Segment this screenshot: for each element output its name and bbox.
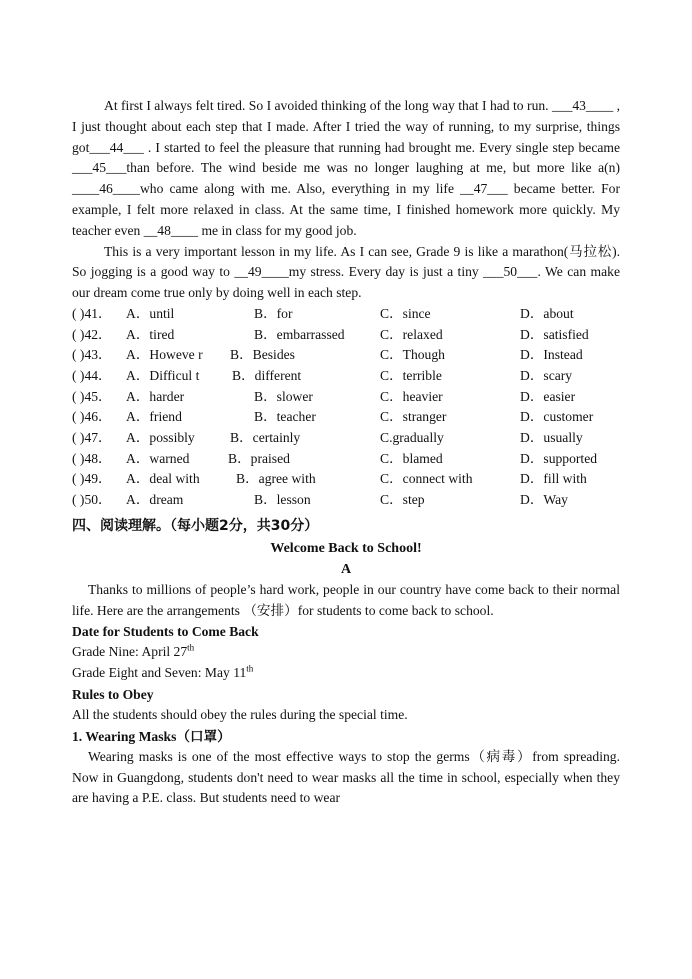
question-number: ( )50． [72, 492, 112, 508]
option-row-42 [72, 325, 620, 346]
option-c: C．terrible [380, 368, 442, 384]
option-a: A．harder [126, 388, 185, 404]
option-b: B．slower [254, 388, 313, 404]
passage-paragraph-1: At first I always felt tired. So I avoided thinking of the long way that I had to run. ___43____ , I just thought about each step that I made. After I tried the way of running, to my surprise, things got___44___ . I started to feel the pleasure that running had brought me. Every single step became ___45___than before. The wind beside me was no longer laughing at me, but more like a(n) ____46____who came along with me. Also, everything in my life __47___ became better. For example, I felt more relaxed in class. At the same time, I finished homework more quickly. My teacher even __48____ me in class for my good job. [72, 98, 620, 238]
question-number: ( )42． [72, 326, 112, 342]
option-b: B．teacher [254, 409, 316, 425]
masks-heading: 1. Wearing Masks（口罩） [72, 728, 231, 744]
option-row-47 [72, 428, 620, 449]
option-d: D．usually [520, 430, 583, 446]
option-row-48 [72, 449, 620, 470]
question-number: ( )41． [72, 305, 112, 321]
option-a: A．Howeve r [126, 347, 203, 363]
passage-paragraph-2: This is a very important lesson in my life. As I can see, Grade 9 is like a marathon(马拉松). So jogging is a good way to __49____my stress. Every day is just a tiny ___50___. We can make our dream come true only by doing well in each step. [72, 243, 620, 301]
option-c: C．since [380, 305, 431, 321]
question-number: ( )49． [72, 471, 112, 487]
option-b: B．agree with [236, 471, 316, 487]
option-c: C．stranger [380, 409, 447, 425]
option-d: D．customer [520, 409, 594, 425]
option-d: D．scary [520, 368, 573, 384]
option-row-41 [72, 304, 620, 325]
question-number: ( )46． [72, 409, 112, 425]
grade-eight-seven-date: Grade Eight and Seven: May 11th [72, 663, 254, 681]
document-page [72, 96, 620, 809]
option-a: A．Difficul t [126, 368, 200, 384]
option-c: C．connect with [380, 471, 473, 487]
option-c: C．blamed [380, 450, 443, 466]
option-b: B．praised [228, 450, 290, 466]
article-subtitle: A [340, 561, 352, 577]
option-c: C．Though [380, 347, 445, 363]
question-number: ( )48． [72, 450, 112, 466]
option-a: A．dream [126, 492, 184, 508]
option-b: B．Besides [230, 347, 295, 363]
option-d: D．Instead [520, 347, 583, 363]
option-a: A．tired [126, 326, 175, 342]
option-d: D．supported [520, 450, 598, 466]
grade-nine-date: Grade Nine: April 27th [72, 642, 195, 660]
option-a: A．until [126, 305, 175, 321]
intro-paragraph: Thanks to millions of people’s hard work, people in our country have come back to their normal life. Here are the arrangements （安排）for students to come back to school. [72, 581, 620, 618]
option-c: C．relaxed [380, 326, 443, 342]
option-b: B．lesson [254, 492, 311, 508]
rules-heading: Rules to Obey [72, 687, 154, 703]
option-row-43 [72, 345, 620, 366]
option-d: D．easier [520, 388, 576, 404]
article-title: Welcome Back to School! [270, 540, 422, 556]
masks-paragraph: Wearing masks is one of the most effective ways to stop the germs（病毒）from spreading. Now in Guangdong, students don't need to wear masks all the time in school, especially when they are having a P.E. class. But students need to wear [72, 748, 620, 806]
question-number: ( )43． [72, 347, 112, 363]
question-number: ( )47． [72, 430, 112, 446]
options-list [72, 304, 620, 511]
option-row-44 [72, 366, 620, 387]
option-row-46 [72, 407, 620, 428]
option-d: D．fill with [520, 471, 587, 487]
option-b: B．for [254, 305, 293, 321]
option-d: D．satisfied [520, 326, 589, 342]
option-d: D．Way [520, 492, 568, 508]
option-row-45 [72, 387, 620, 408]
option-c: C．heavier [380, 388, 443, 404]
option-c: C．step [380, 492, 425, 508]
option-a: A．possibly [126, 430, 195, 446]
option-a: A．deal with [126, 471, 200, 487]
option-row-49 [72, 469, 620, 490]
option-c: C.gradually [380, 430, 444, 446]
option-b: B．different [232, 368, 302, 384]
option-row-50 [72, 490, 620, 511]
question-number: ( )45． [72, 388, 112, 404]
option-d: D．about [520, 305, 574, 321]
date-heading: Date for Students to Come Back [72, 624, 259, 640]
section-heading: 四、阅读理解。（每小题2分，共30分） [72, 517, 319, 534]
option-a: A．friend [126, 409, 182, 425]
question-number: ( )44． [72, 368, 112, 384]
option-a: A．warned [126, 450, 190, 466]
rules-text: All the students should obey the rules during the special time. [72, 707, 408, 723]
option-b: B．certainly [230, 430, 301, 446]
option-b: B．embarrassed [254, 326, 345, 342]
